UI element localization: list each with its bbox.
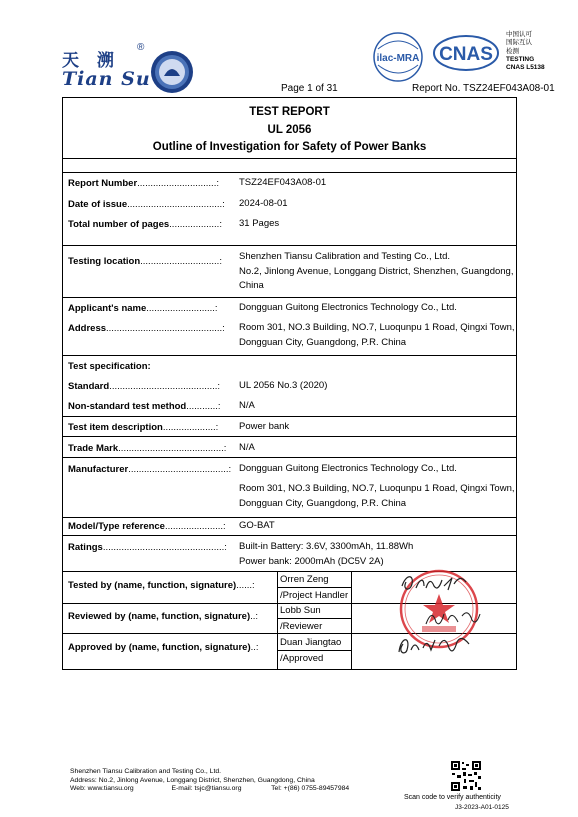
ilac-mra-logo-icon (370, 31, 426, 83)
scan-to-verify-text: Scan code to verify authenticity (404, 794, 501, 801)
trade-mark-label: Trade Mark........................................: (68, 443, 227, 454)
standard-label: Standard.........................................: (68, 381, 221, 392)
page-number: Page 1 of 31 (281, 83, 338, 94)
divider (62, 297, 517, 298)
reviewed-by-label: Reviewed by (name, function, signature)..: (68, 611, 259, 622)
manufacturer-address (239, 482, 515, 511)
divider (62, 355, 517, 356)
reviewed-by-name: Lobb Sun (280, 605, 321, 616)
ratings-line: Power bank: 2000mAh (DC5V 2A) (239, 555, 384, 567)
divider (62, 436, 517, 437)
model-ref-value: GO-BAT (239, 520, 275, 531)
divider (62, 457, 517, 458)
testing-location-value (239, 250, 513, 294)
address-label: Address............................................: (68, 323, 225, 334)
svg-text:ilac-MRA: ilac-MRA (376, 53, 420, 64)
signature-tested-icon (398, 570, 470, 596)
report-number-label: Report Number..............................: (68, 178, 219, 189)
divider (62, 158, 517, 159)
report-number-header: Report No. TSZ24EF043A08-01 (412, 83, 555, 94)
cnas-line-1: 中国认可 (506, 31, 532, 38)
address-line: Room 301, NO.3 Building, NO.7, Luoqunpu 1 Road, Qingxi Town, (239, 322, 515, 333)
manufacturer-value: Dongguan Guitong Electronics Technology Co., Ltd. (239, 463, 457, 474)
non-standard-label: Non-standard test method............: (68, 401, 221, 412)
reviewed-by-function: /Reviewer (280, 621, 323, 632)
manufacturer-address-line: Room 301, NO.3 Building, NO.7, Luoqunpu 1 Road, Qingxi Town, (239, 483, 515, 494)
cnas-line-5: CNAS L5138 (506, 64, 545, 72)
column-divider (277, 571, 278, 670)
testing-location-label: Testing location..............................: (68, 256, 222, 267)
testing-location-line: No.2, Jinlong Avenue, Longgang District, Shenzhen, Guangdong, (239, 265, 514, 277)
svg-text:CNAS: CNAS (439, 44, 493, 65)
non-standard-value: N/A (239, 400, 255, 411)
footer-contact (70, 785, 349, 794)
footer-email: E-mail: tsjc@tiansu.org (171, 785, 242, 793)
ratings-label: Ratings..............................................: (68, 542, 227, 553)
cnas-line-2: 国际互认 (506, 39, 532, 47)
logo-chinese-text: 天 溯 (62, 51, 120, 71)
testing-location-line: China (239, 280, 264, 291)
tested-by-label: Tested by (name, function, signature)......: (68, 580, 255, 591)
test-item-value: Power bank (239, 421, 290, 432)
total-pages-label: Total number of pages...................: (68, 219, 222, 230)
ratings-line: Built-in Battery: 3.6V, 3300mAh, 11.88Wh (239, 541, 414, 552)
title-line-3: Outline of Investigation for Safety of Power Banks (152, 141, 427, 153)
registered-mark: ® (137, 42, 145, 53)
divider (62, 416, 517, 417)
title-line-2: UL 2056 (267, 123, 312, 136)
tested-by-name: Orren Zeng (280, 574, 329, 585)
model-ref-label: Model/Type reference......................: (68, 521, 226, 532)
footer-info (70, 768, 349, 794)
cnas-accreditation-text (506, 31, 545, 72)
divider (62, 245, 517, 246)
divider (62, 517, 517, 518)
trade-mark-value: N/A (239, 442, 255, 453)
report-title (62, 104, 517, 157)
test-item-label: Test item description....................: (68, 422, 219, 433)
manufacturer-address-line: Dongguan City, Guangdong, P.R. China (239, 497, 407, 509)
column-divider (351, 571, 352, 670)
footer-tel: Tel: +(86) 0755-89457984 (271, 785, 350, 793)
date-of-issue-value: 2024-08-01 (239, 198, 288, 209)
testing-location-line: Shenzhen Tiansu Calibration and Testing Co., Ltd. (239, 251, 451, 262)
logo-english-text: Tian Su (62, 68, 151, 90)
qr-code-icon[interactable] (450, 760, 482, 792)
address-line: Dongguan City, Guangdong, P.R. China (239, 336, 407, 348)
approved-by-name: Duan Jiangtao (280, 637, 342, 648)
address-value (239, 321, 515, 350)
footer-address: Address: No.2, Jinlong Avenue, Longgang District, Shenzhen, Guangdong, China (70, 776, 315, 784)
applicant-name-label: Applicant's name..........................: (68, 303, 218, 314)
company-emblem-icon (150, 50, 194, 94)
report-number-value: TSZ24EF043A08-01 (239, 177, 327, 188)
title-line-1: TEST REPORT (249, 106, 330, 118)
divider (62, 172, 517, 173)
standard-value: UL 2056 No.3 (2020) (239, 380, 328, 391)
approved-by-label: Approved by (name, function, signature)..: (68, 642, 259, 653)
document-code: J3-2023-A01-0125 (455, 804, 509, 811)
total-pages-value: 31 Pages (239, 218, 280, 229)
cnas-line-4: TESTING (506, 55, 535, 63)
cnas-logo-icon (433, 33, 499, 73)
cnas-line-3: 检测 (506, 47, 519, 55)
divider (62, 535, 517, 536)
approved-by-function: /Approved (280, 653, 324, 664)
manufacturer-label: Manufacturer......................................: (68, 464, 232, 475)
footer-company: Shenzhen Tiansu Calibration and Testing Co., Ltd. (70, 768, 222, 775)
footer-web: Web: www.tiansu.org (70, 785, 134, 793)
applicant-name-value: Dongguan Guitong Electronics Technology Co., Ltd. (239, 302, 457, 313)
signature-reviewed-icon (422, 604, 484, 630)
signature-approved-icon (395, 630, 475, 660)
ratings-value (239, 540, 413, 569)
test-specification-label: Test specification: (68, 361, 151, 372)
date-of-issue-label: Date of issue....................................: (68, 199, 225, 210)
tested-by-function: /Project Handler (280, 590, 349, 601)
